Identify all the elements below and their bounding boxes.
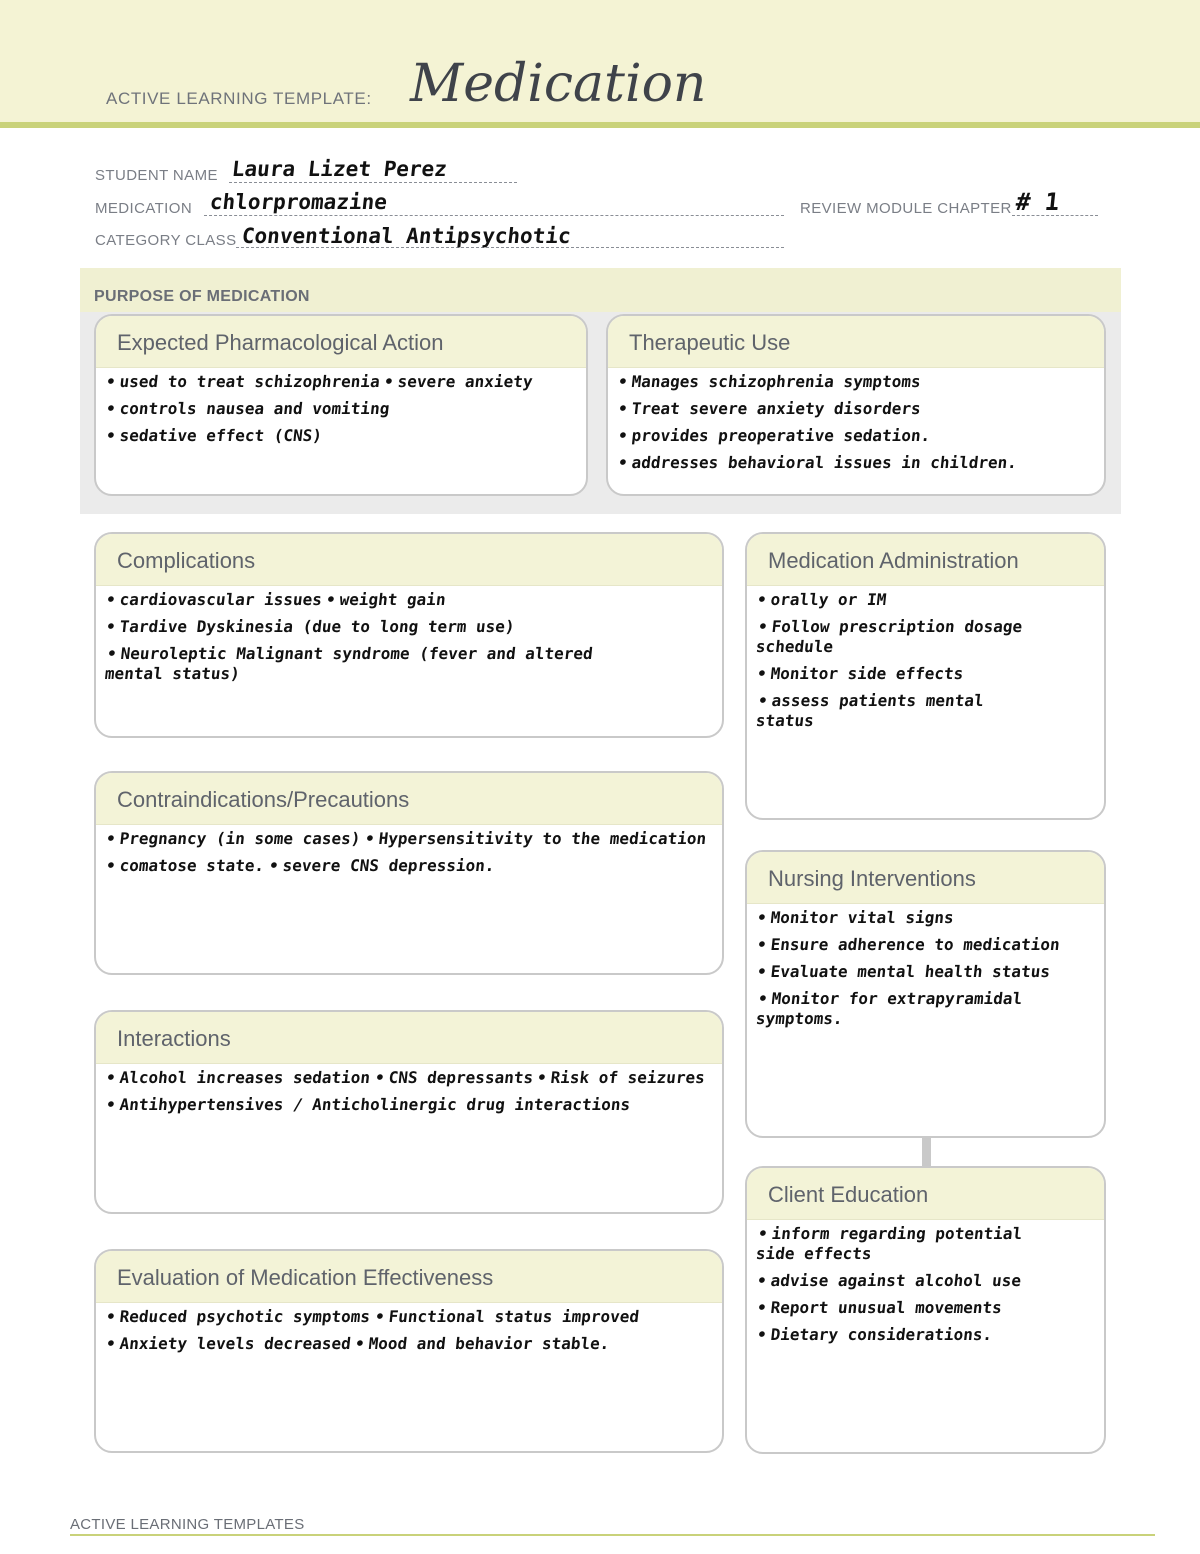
medication-administration-item[interactable]: • Follow prescription dosage schedule [755,617,1024,656]
template-title: Medication [410,54,707,114]
student-name-value: Laura Lizet Perez [230,157,449,181]
footer-divider [70,1534,1155,1536]
medication-administration-heading: Medication Administration [747,534,1104,586]
complications-item[interactable]: • Neuroleptic Malignant syndrome (fever and altered mental status) [104,644,594,683]
review-chapter-field[interactable] [1016,188,1059,217]
client-education-item[interactable]: • Report unusual movements [756,1298,1003,1317]
contraindications-item[interactable]: • severe CNS depression. [267,856,496,875]
student-name-line [229,182,517,183]
interactions-heading: Interactions [96,1012,722,1064]
evaluation-card [94,1249,724,1453]
nursing-interventions-item[interactable]: • Evaluate mental health status [756,962,1052,981]
evaluation-item[interactable]: • Reduced psychotic symptoms [105,1307,372,1326]
nursing-interventions-item[interactable]: • Ensure adherence to medication [756,935,1061,954]
evaluation-item[interactable]: • Anxiety levels decreased [105,1334,352,1353]
client-education-heading: Client Education [747,1168,1104,1220]
medication-administration-card [745,532,1106,820]
nursing-interventions-item[interactable]: • Monitor for extrapyramidal symptoms. [755,989,1024,1028]
student-name-field[interactable] [232,157,447,182]
expected-action-item[interactable]: • severe anxiety [383,372,534,391]
evaluation-item[interactable]: • Mood and behavior stable. [354,1334,611,1353]
review-chapter-label: REVIEW MODULE CHAPTER [800,200,1012,217]
complications-item[interactable]: • weight gain [325,590,448,609]
nursing-interventions-card [745,850,1106,1138]
client-education-item[interactable]: • inform regarding potential side effects [755,1224,1024,1263]
card-connector [922,1136,931,1166]
student-name-label: STUDENT NAME [95,167,218,184]
expected-action-card [94,314,588,496]
nursing-interventions-item[interactable]: • Monitor vital signs [756,908,955,927]
therapeutic-use-card [606,314,1106,496]
category-class-field[interactable] [242,224,571,249]
category-class-value: Conventional Antipsychotic [240,224,572,248]
therapeutic-use-item[interactable]: • addresses behavioral issues in children. [617,453,1019,472]
interactions-item[interactable]: • Alcohol increases sedation [105,1068,372,1087]
expected-action-item[interactable]: • controls nausea and vomiting [105,399,391,418]
contraindications-heading: Contraindications/Precautions [96,773,722,825]
therapeutic-use-item[interactable]: • Treat severe anxiety disorders [617,399,922,418]
header-divider [0,122,1200,128]
template-prefix: ACTIVE LEARNING TEMPLATE: [106,89,372,108]
contraindications-item[interactable]: • comatose state. [105,856,266,875]
contraindications-item[interactable]: • Pregnancy (in some cases) [105,829,362,848]
purpose-title: PURPOSE OF MEDICATION [94,288,310,305]
complications-card [94,532,724,738]
client-education-item[interactable]: • advise against alcohol use [756,1271,1023,1290]
medication-value: chlorpromazine [208,190,389,214]
interactions-card [94,1010,724,1214]
expected-action-heading: Expected Pharmacological Action [96,316,586,368]
therapeutic-use-heading: Therapeutic Use [608,316,1104,368]
contraindications-card [94,771,724,975]
complications-item[interactable]: • Tardive Dyskinesia (due to long term use) [105,617,516,636]
contraindications-item[interactable]: • Hypersensitivity to the medication [363,829,708,848]
medication-administration-item[interactable]: • orally or IM [756,590,888,609]
therapeutic-use-item[interactable]: • provides preoperative sedation. [617,426,932,445]
interactions-item[interactable]: • CNS depressants [373,1068,534,1087]
complications-heading: Complications [96,534,722,586]
client-education-card [745,1166,1106,1454]
medication-administration-item[interactable]: • assess patients mental status [755,691,985,730]
expected-action-item[interactable]: • used to treat schizophrenia [105,372,381,391]
expected-action-item[interactable]: • sedative effect (CNS) [105,426,323,445]
interactions-item[interactable]: • Antihypertensives / Anticholinergic drug interactions [105,1095,632,1114]
client-education-item[interactable]: • Dietary considerations. [756,1325,994,1344]
complications-item[interactable]: • cardiovascular issues [105,590,323,609]
medication-label: MEDICATION [95,200,193,217]
evaluation-heading: Evaluation of Medication Effectiveness [96,1251,722,1303]
medication-administration-item[interactable]: • Monitor side effects [756,664,965,683]
evaluation-item[interactable]: • Functional status improved [373,1307,640,1326]
medication-field[interactable] [210,190,387,215]
review-chapter-value: # 1 [1014,188,1061,216]
category-class-label: CATEGORY CLASS [95,232,237,249]
medication-line [204,215,784,216]
therapeutic-use-item[interactable]: • Manages schizophrenia symptoms [617,372,922,391]
interactions-item[interactable]: • Risk of seizures [536,1068,706,1087]
footer-text: ACTIVE LEARNING TEMPLATES [70,1516,305,1533]
nursing-interventions-heading: Nursing Interventions [747,852,1104,904]
